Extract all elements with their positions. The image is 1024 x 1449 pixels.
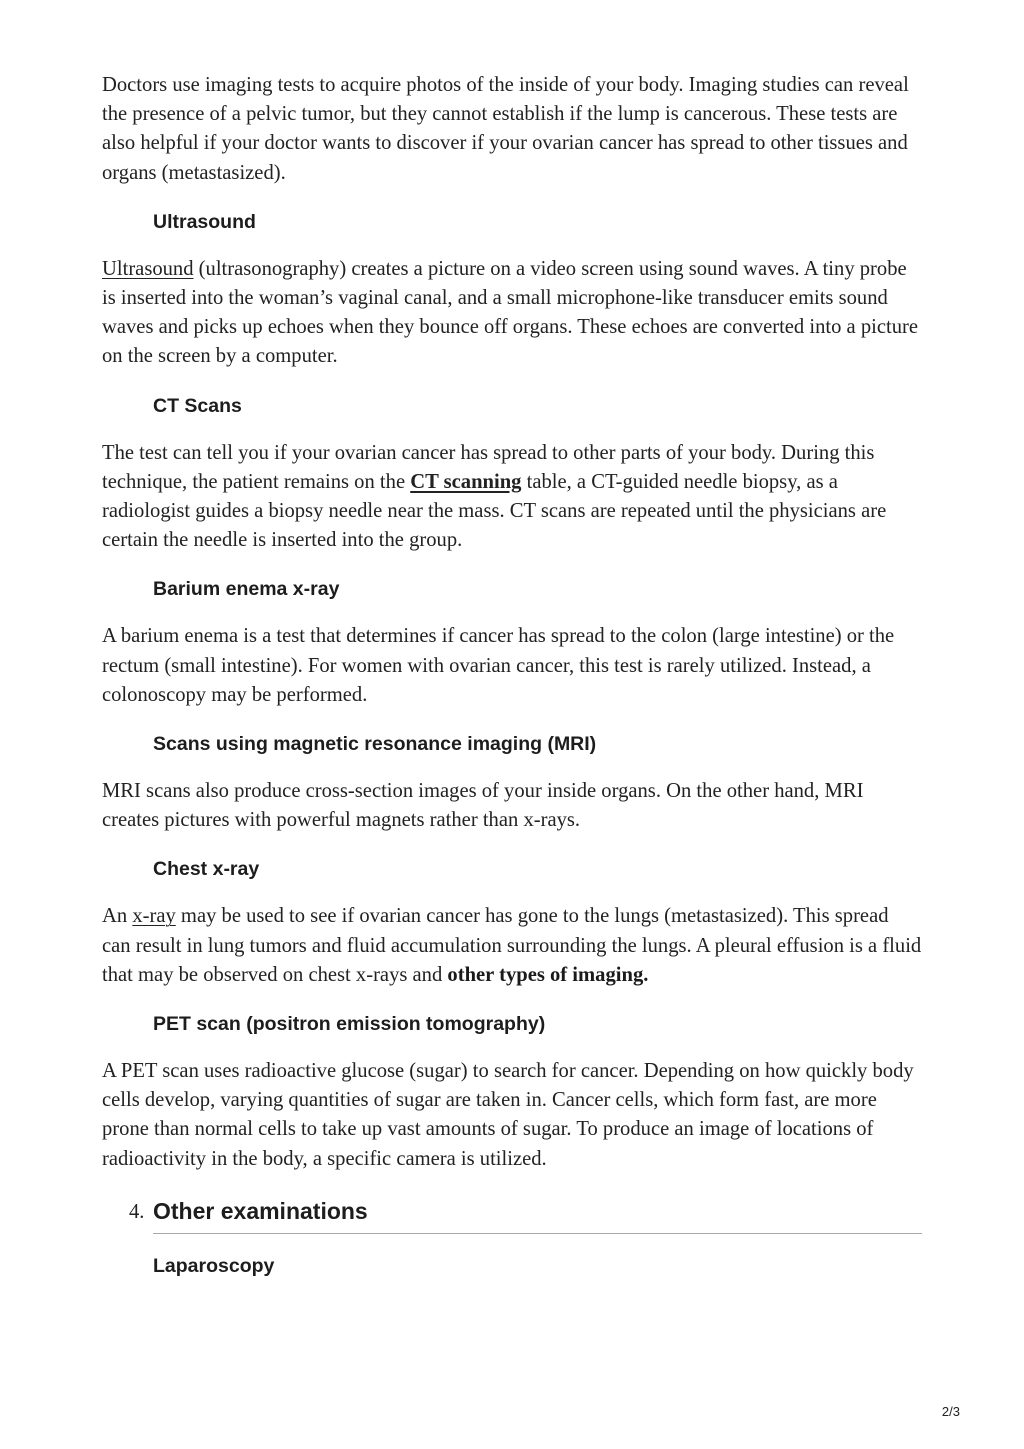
chest-text-middle: may be used to see if ovarian cancer has gone to the lungs (metastasized). This spread can result in lung tumors and fluid accumulation surrounding the lungs. A pleural effusion is a fluid that may be observed on chest x-rays and <box>102 905 922 986</box>
chest-bold-text: other types of imaging. <box>447 963 649 986</box>
intro-paragraph: Doctors use imaging tests to acquire photos of the inside of your body. Imaging studies can reveal the presence of a pelvic tumor, but they cannot establish if the lump is cancerous. These tests are also helpful if your doctor wants to discover if your ovarian cancer has spread to other tissues and organs (metastasized). <box>102 74 909 184</box>
pet-scan-paragraph: A PET scan uses radioactive glucose (sugar) to search for cancer. Depending on how quickly body cells develop, varying quantities of sugar are taken in. Cancer cells, which form fast, are more prone than normal cells to take up vast amounts of sugar. To produce an image of locations of radioactivity in the body, a specific camera is utilized. <box>102 1060 914 1170</box>
ct-scans-heading: CT Scans <box>153 394 242 417</box>
mri-paragraph: MRI scans also produce cross-section images of your inside organs. On the other hand, MRI creates pictures with powerful magnets rather than x-rays. <box>102 780 864 832</box>
other-examinations-section <box>102 1195 922 1243</box>
page-number: 2/3 <box>941 1404 960 1419</box>
laparoscopy-heading: Laparoscopy <box>153 1254 275 1277</box>
barium-enema-heading: Barium enema x-ray <box>153 578 340 601</box>
chest-xray-paragraph <box>102 902 922 990</box>
chest-text-before: An <box>102 905 133 928</box>
ct-text-after: table, a CT-guided needle biopsy, as a radiologist guides a biopsy needle near the mass. CT scans are repeated until the physicians are certain the needle is inserted into the group. <box>102 470 887 552</box>
ultrasound-text: (ultrasonography) creates a picture on a video screen using sound waves. A tiny probe is inserted into the woman’s vaginal canal, and a small microphone-like transducer emits sound waves and picks up echoes when they bounce off organs. These echoes are converted into a picture on the screen by a computer. <box>102 257 919 368</box>
ultrasound-heading: Ultrasound <box>153 210 256 233</box>
list-number: 4. <box>129 1200 145 1223</box>
ct-scans-paragraph <box>102 439 922 556</box>
mri-heading: Scans using magnetic resonance imaging (MRI) <box>153 733 597 756</box>
ct-scanning-link[interactable]: CT scanning <box>410 470 522 493</box>
ct-text-before: The test can tell you if your ovarian cancer has spread to other parts of your body. During this technique, the patient remains on the <box>102 441 875 493</box>
barium-enema-paragraph: A barium enema is a test that determines if cancer has spread to the colon (large intestine) or the rectum (small intestine). For women with ovarian cancer, this test is rarely utilized. Instead, a colonoscopy may be performed. <box>102 625 895 706</box>
article-content <box>102 71 922 1299</box>
chest-xray-heading: Chest x-ray <box>153 858 260 881</box>
pet-scan-heading: PET scan (positron emission tomography) <box>153 1013 546 1036</box>
ultrasound-link[interactable]: Ultrasound <box>102 257 194 280</box>
other-examinations-heading: Other examinations <box>153 1195 922 1234</box>
xray-link[interactable]: x-ray <box>132 905 176 928</box>
ultrasound-paragraph <box>102 255 922 372</box>
